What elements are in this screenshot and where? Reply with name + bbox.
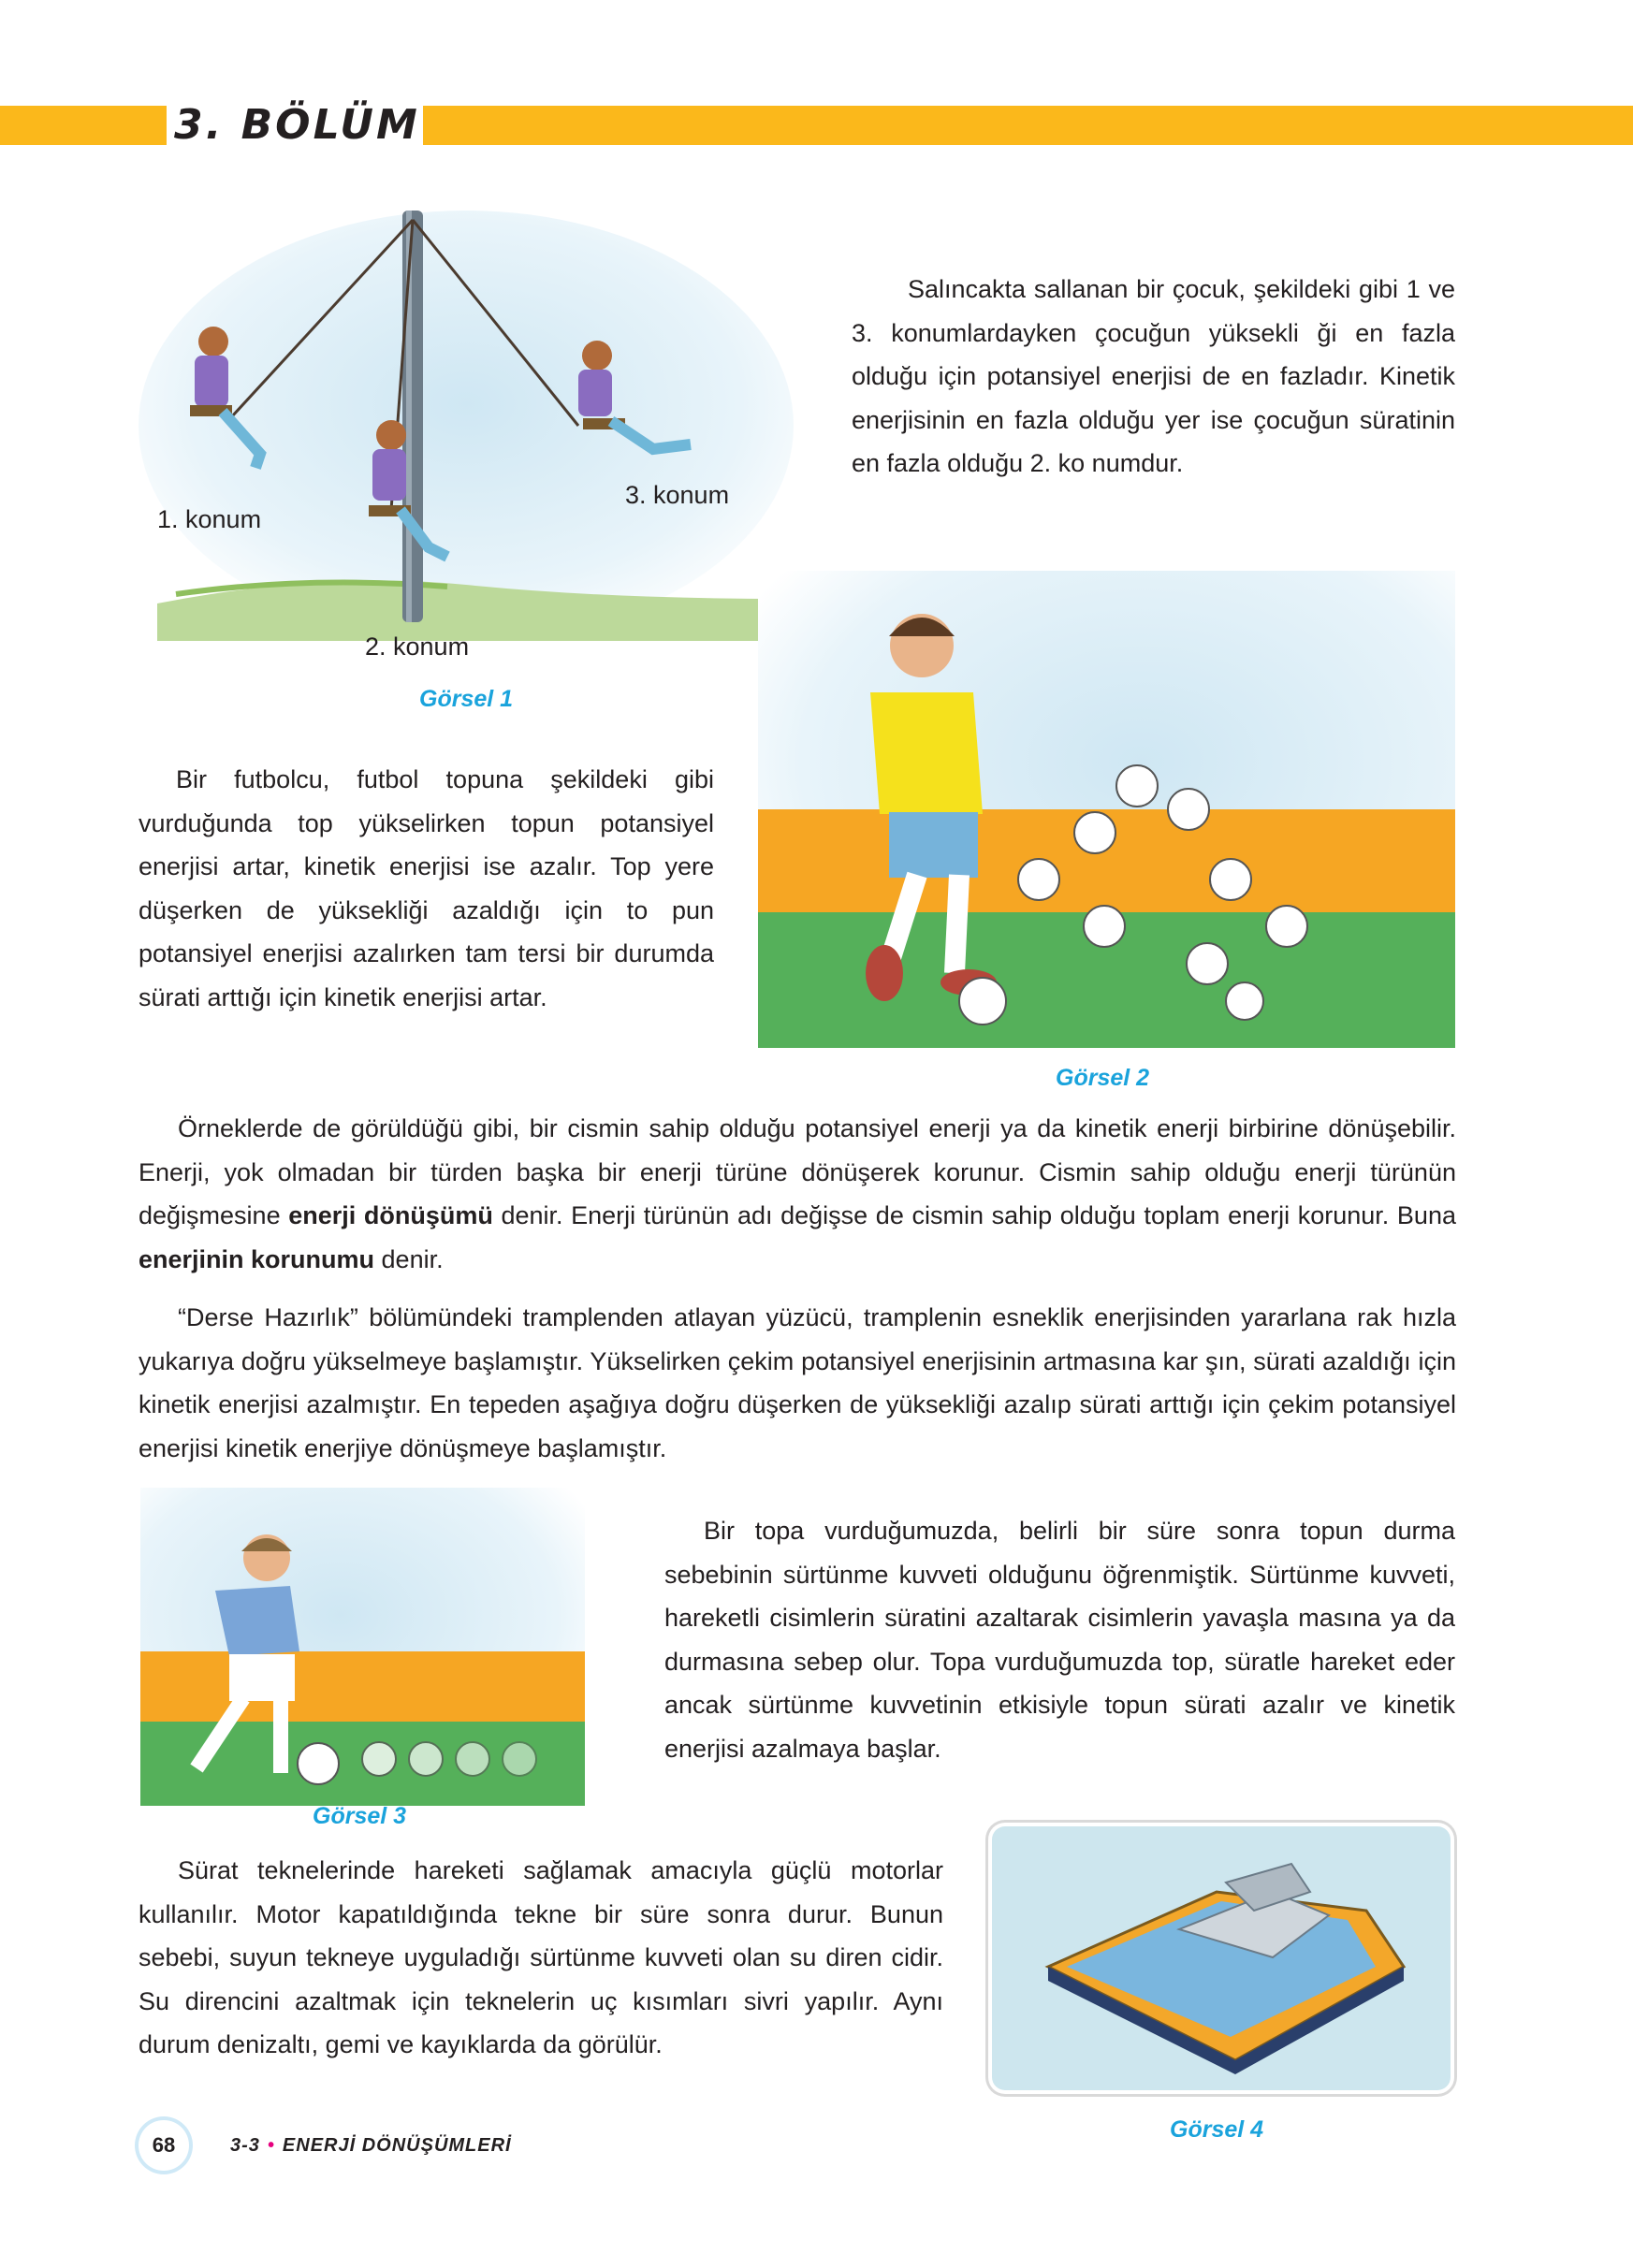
examples-text-2: denir. Enerji türünün adı değişse de cismin sahip olduğu toplam enerji korunur. Buna [492,1201,1456,1229]
paragraph-swimmer: “Derse Hazırlık” bölümündeki tramplenden atlayan yüzücü, tramplenin esneklik enerjisinden yararlana rak hızla yukarıya doğru yükselmeye başlamıştır. Yükselirken çekim potansiyel enerjisinin artmasına kar şın, sürati azaldığı için kinetik enerjisi azalmıştır. En tepeden aşağıya doğru düşerken de yüksekliği azalıp sürati arttığı için çekim potansiyel enerjisi kinetik enerjiye dönüşmeye başlamıştır. [139,1303,1456,1462]
footer-dot-icon: • [267,2135,275,2156]
speedboat-illustration [992,1826,1451,2090]
paragraph-football: Bir futbolcu, futbol topuna şekildeki gibi vurduğunda top yükselirken topun potansiyel enerjisi artar, kinetik enerjisi ise azalır. Top yere düşerken de yüksekliği azaldığı için to pun potansiyel enerjisi azalırken tam tersi bir durumda sürati arttığı için kinetik enerjisi artar. [139,765,714,1011]
paragraph-boat: Sürat teknelerinde hareketi sağlamak amacıyla güçlü motorlar kullanılır. Motor kapatıldığında tekne bir süre sonra durur. Bunun sebebi, suyun tekneye uyguladığı sürtünme kuvveti olan su diren cidir. Su direncini azaltmak için teknelerin uç kısımları sivri yapılır. Aynı durum denizaltı, gemi ve kayıklarda da görülür. [139,1856,943,2058]
rolling-ball-illustration [140,1488,585,1806]
paragraph-examples [139,1107,1456,1281]
figure3-caption: Görsel 3 [313,1803,407,1829]
term-energy-conservation: enerjinin korunumu [139,1244,375,1273]
label-position-1: 1. konum [157,505,262,533]
swing-illustration [139,201,794,641]
footer-section [230,2135,512,2157]
paragraph-friction: Bir topa vurduğumuzda, belirli bir süre sonra topun durma sebebinin sürtünme kuvveti olduğunu öğrenmiştik. Sürtünme kuvveti, hareketli cisimlerin süratini azaltarak cisimlerin yavaşla masına ya da durmasına sebep olur. Topa vurduğumuzda top, süratle hareket eder ancak sürtünme kuvvetinin etkisiyle topun sürati azalır ve kinetik enerjisi azalmaya başlar. [664,1517,1455,1763]
figure2-caption: Görsel 2 [1056,1065,1150,1091]
examples-text-1: Örneklerde de görüldüğü gibi, bir cismin sahip olduğu potansiyel enerji ya da kinetik enerji birbirine dönüşebilir. Enerji, yok olmadan bir türden başka bir enerji türüne dönüşerek korunur. Cismin sahip olduğu enerji türünün değişmesine [139,1114,1456,1229]
header-band-right [423,106,1633,145]
header-band-left [0,106,167,145]
speedboat-frame [992,1826,1451,2090]
footer-section-title: ENERJİ DÖNÜŞÜMLERİ [282,2135,512,2156]
label-position-3: 3. konum [625,481,730,509]
footer-section-code: 3-3 [230,2135,260,2156]
figure4-caption: Görsel 4 [1170,2116,1264,2143]
term-energy-conversion: enerji dönüşümü [288,1201,493,1229]
paragraph-swing: Salıncakta sallanan bir çocuk, şekildeki gibi 1 ve 3. konumlardayken çocuğun yüksekli ği en fazla olduğu için potansiyel enerjisi de en fazladır. Kinetik enerjisinin en fazla olduğu yer ise çocuğun süratinin en fazla olduğu 2. ko numdur. [852,275,1455,477]
chapter-title: 3. BÖLÜM [174,101,420,149]
page-number: 68 [139,2120,189,2171]
figure1-caption: Görsel 1 [419,686,514,712]
football-illustration [758,571,1455,1048]
label-position-2: 2. konum [365,632,470,661]
examples-text-3: denir. [374,1244,444,1273]
